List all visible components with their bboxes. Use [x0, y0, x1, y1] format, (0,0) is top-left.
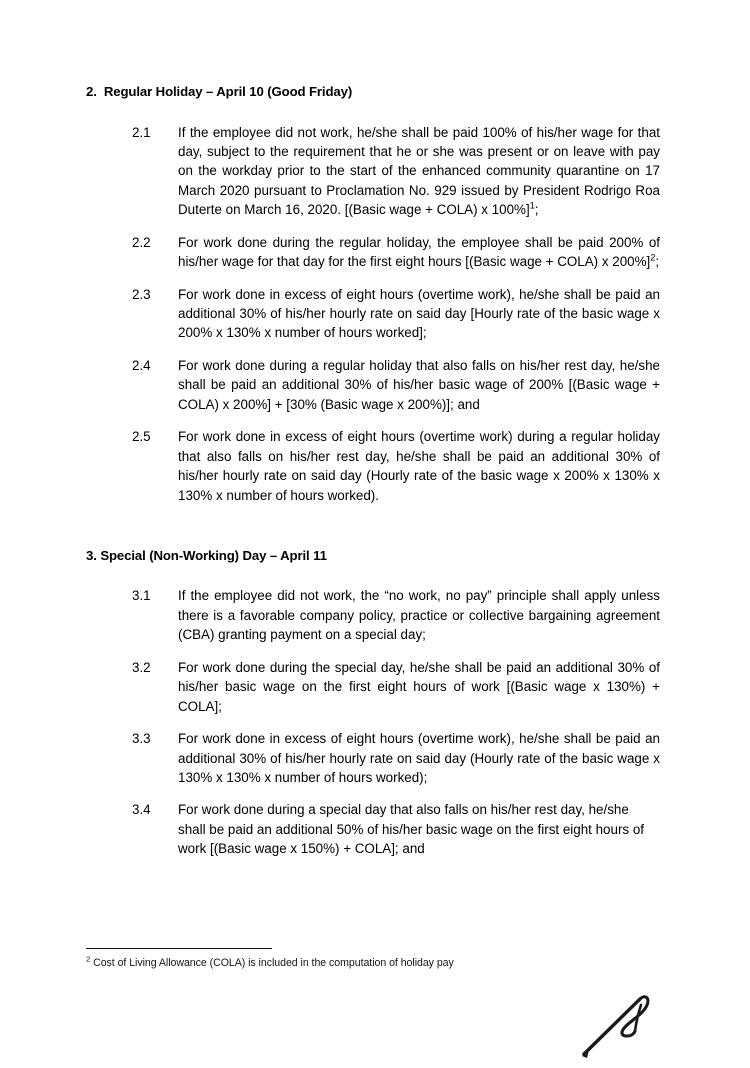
spacer [86, 564, 660, 586]
clause-2-3 [86, 285, 660, 343]
clause-number: 2.5 [132, 429, 151, 445]
clause-text: For work done in excess of eight hours (overtime work), he/she shall be paid an additional 30% of his/her hourly rate on said day (Hourly rate of the basic wage x 130% x 130% x number of hours worked); [178, 731, 660, 785]
clause-number: 3.4 [132, 802, 151, 818]
clause-text-main: For work done during the regular holiday, the employee shall be paid 200% of his/her wage for that day for the first eight hours [(Basic wage + COLA) x 200%] [178, 234, 660, 270]
footnote-ref-1: 1 [529, 200, 535, 211]
footnote-body: Cost of Living Allowance (COLA) is included in the computation of holiday pay [90, 957, 454, 969]
clause-2-1 [86, 123, 660, 220]
clause-number: 2.3 [132, 286, 151, 302]
clause-text: For work done during a special day that also falls on his/her rest day, he/she shall be paid an additional 50% of his/her basic wage on the first eight hours of work [(Basic wage x 150%) + COLA]; and [178, 802, 644, 857]
spacer [86, 101, 660, 123]
clause-2-5 [86, 427, 660, 505]
clause-2-4 [86, 356, 660, 414]
handwritten-signature [578, 988, 698, 1060]
section-2-title: Regular Holiday – April 10 (Good Friday) [103, 84, 353, 99]
clause-text [178, 123, 660, 220]
signature-icon [578, 988, 698, 1060]
clause-3-4 [86, 800, 660, 858]
clause-text: For work done during a regular holiday that also falls on his/her rest day, he/she shall be paid an additional 30% of his/her basic wage of 200% [(Basic wage + COLA) x 200%] + [30% (Basic wage x 200%)]; and [178, 357, 660, 412]
footnote-text [86, 956, 660, 970]
clause-text-tail: ; [534, 202, 539, 218]
clause-text [178, 233, 660, 272]
clause-3-1 [86, 586, 660, 644]
clause-3-3 [86, 729, 660, 787]
clause-text-main: If the employee did not work, he/she shall be paid 100% of his/her wage for that day, subject to the requirement that he or she was present or on leave with pay on the workday prior to the start of the enhanced community quarantine on 17 March 2020 pursuant to Proclamation No. 929 issued by President Rodrigo Roa Duterte on March 16, 2020. [(Basic wage + COLA) x 100%] [178, 124, 660, 218]
clause-text-tail: ; [655, 254, 660, 270]
clause-number: 3.1 [132, 588, 151, 604]
clause-text: For work done in excess of eight hours (overtime work), he/she shall be paid an additional 30% of his/her hourly rate on said day [Hourly rate of the basic wage x 200% x 130% x number of hours worked]; [178, 286, 660, 341]
footnote-ref-2: 2 [650, 252, 656, 263]
clause-3-2 [86, 658, 660, 716]
clause-text: For work done in excess of eight hours (overtime work) during a regular holiday that also falls on his/her rest day, he/she shall be paid an additional 30% of his/her hourly rate on said day (Hourly rate of the basic wage x 200% x 130% x 130% x number of hours worked). [178, 429, 660, 503]
clause-2-2 [86, 233, 660, 272]
section-3-title: Special (Non-Working) Day – April 11 [100, 547, 327, 563]
clause-number: 2.4 [132, 357, 151, 373]
clause-text: If the employee did not work, the “no work, no pay” principle shall apply unless there is a favorable company policy, practice or collective bargaining agreement (CBA) granting payment on a special day; [178, 588, 660, 643]
section-heading-3 [86, 548, 660, 565]
footnote-area [86, 948, 660, 970]
clause-number: 2.1 [132, 124, 151, 140]
clause-number: 3.2 [132, 659, 151, 675]
section-heading-2 [86, 84, 660, 101]
section-2-number: 2. [86, 84, 97, 99]
footnote-separator-rule [86, 948, 272, 949]
footnote-marker: 2 [86, 954, 91, 964]
clause-text: For work done during the special day, he/she shall be paid an additional 30% of his/her basic wage on the first eight hours of work [(Basic wage x 130%) + COLA]; [178, 659, 660, 714]
clause-number: 3.3 [132, 731, 151, 747]
document-content [86, 84, 660, 859]
section-3-number: 3. [86, 547, 97, 563]
clause-number: 2.2 [132, 234, 151, 250]
spacer [86, 518, 660, 548]
